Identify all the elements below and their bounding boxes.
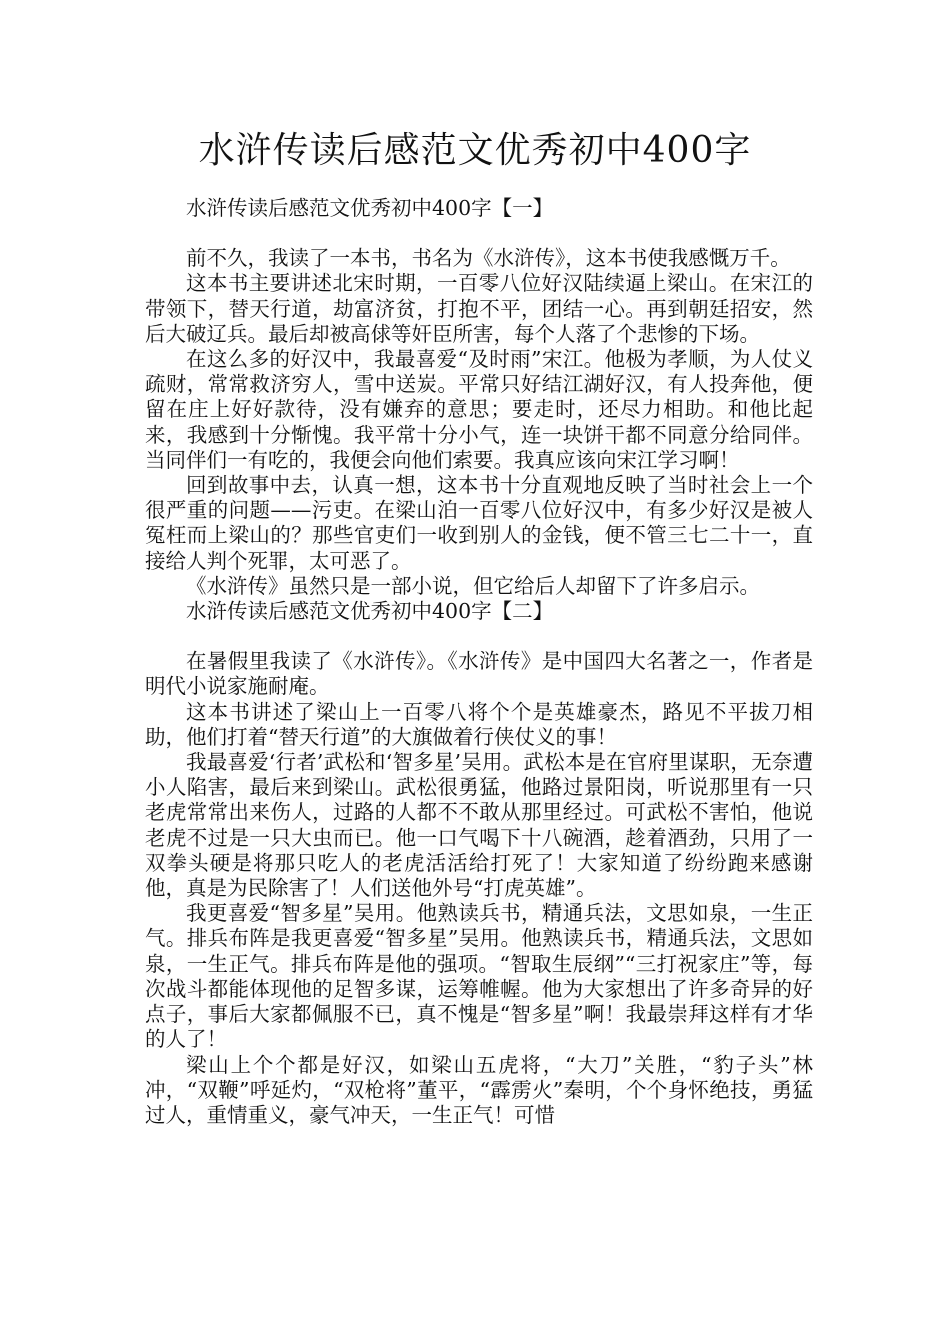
paragraph: 这本书主要讲述北宋时期，一百零八位好汉陆续逼上梁山。在宋江的带领下，替天行道，劫富济贫，打抱不平，团结一心。再到朝廷招安，然后大破辽兵。最后却被高俅等奸臣所害，每个人落了个悲惨的下场。 [145,271,813,346]
section-heading-1: 水浒传读后感范文优秀初中400字【一】 [186,196,554,220]
spacer [145,221,813,246]
document-body [145,196,813,1128]
paragraph: 在暑假里我读了《水浒传》。《水浒传》是中国四大名著之一，作者是明代小说家施耐庵。 [145,649,813,699]
page-title: 水浒传读后感范文优秀初中400字 [198,130,752,171]
section-heading-2: 水浒传读后感范文优秀初中400字【二】 [186,599,554,624]
paragraph: 《水浒传》虽然只是一部小说，但它给后人却留下了许多启示。 [186,573,760,598]
paragraph: 梁山上个个都是好汉，如梁山五虎将，“大刀”关胜，“豹子头”林冲，“双鞭”呼延灼，“双枪将”董平，“霹雳火”秦明，个个身怀绝技，勇猛过人，重情重义，豪气冲天，一生正气！可惜 [145,1052,813,1127]
paragraph: 我更喜爱“智多星”吴用。他熟读兵书，精通兵法，文思如泉，一生正气。排兵布阵是我更喜爱“智多星”吴用。他熟读兵书，精通兵法，文思如泉，一生正气。排兵布阵是他的强项。“智取生辰纲”“三打祝家庄”等，每次战斗都能体现他的足智多谋，运筹帷幄。他为大家想出了许多奇异的好点子，事后大家都佩服不已，真不愧是“智多星”啊！我最崇拜这样有才华的人了！ [145,901,813,1052]
spacer [145,624,813,649]
paragraph: 这本书讲述了梁山上一百零八将个个是英雄豪杰，路见不平拔刀相助，他们打着“替天行道”的大旗做着行侠仗义的事！ [145,699,813,749]
paragraph: 我最喜爱‘行者’武松和‘智多星’吴用。武松本是在官府里谋职，无奈遭小人陷害，最后来到梁山。武松很勇猛，他路过景阳岗，听说那里有一只老虎常常出来伤人，过路的人都不不敢从那里经过。可武松不害怕，他说老虎不过是一只大虫而已。他一口气喝下十八碗酒，趁着酒劲，只用了一双拳头硬是将那只吃人的老虎活活给打死了！大家知道了纷纷跑来感谢他，真是为民除害了！人们送他外号“打虎英雄”。 [145,750,813,901]
paragraph: 回到故事中去，认真一想，这本书十分直观地反映了当时社会上一个很严重的问题——污吏。在梁山泊一百零八位好汉中，有多少好汉是被人冤枉而上梁山的？那些官吏们一收到别人的金钱，便不管三七二十一，直接给人判个死罪，太可恶了。 [145,473,813,573]
paragraph: 在这么多的好汉中，我最喜爱“及时雨”宋江。他极为孝顺，为人仗义疏财，常常救济穷人，雪中送炭。平常只好结江湖好汉，有人投奔他，便留在庄上好好款待，没有嫌弃的意思；要走时，还尽力相助。和他比起来，我感到十分惭愧。我平常十分小气，连一块饼干都不同意分给同伴。当同伴们一有吃的，我便会向他们索要。我真应该向宋江学习啊！ [145,347,813,472]
paragraph: 前不久，我读了一本书，书名为《水浒传》，这本书使我感慨万千。 [186,246,791,271]
